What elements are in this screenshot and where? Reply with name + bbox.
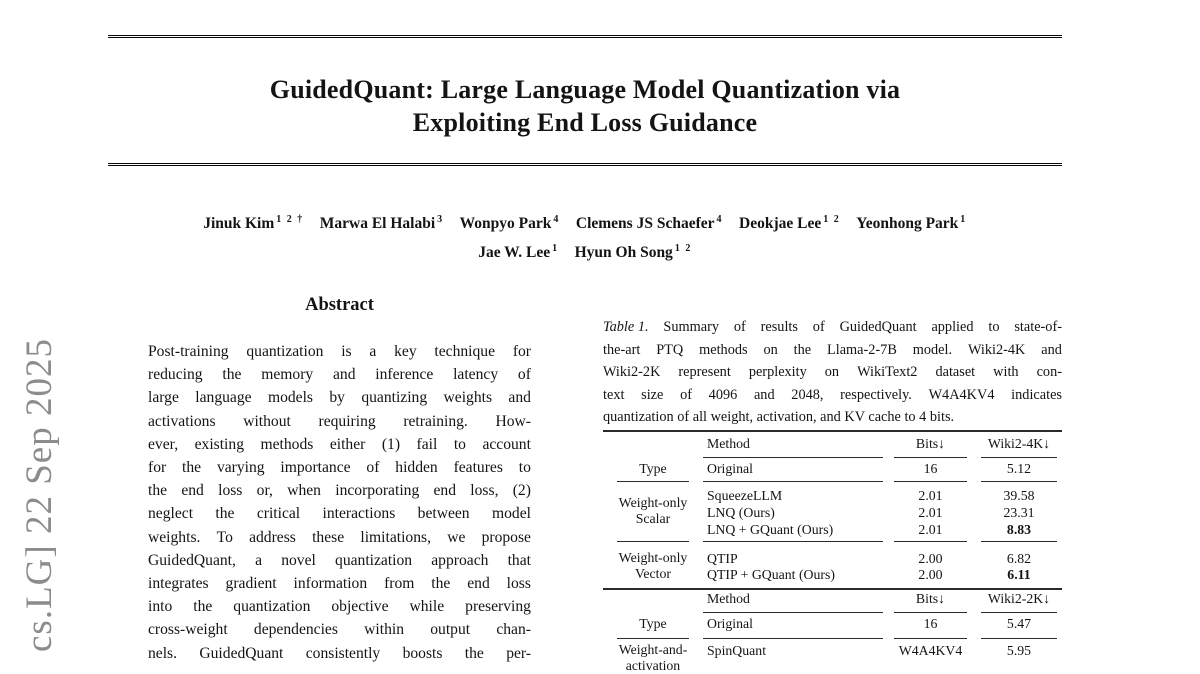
table-rule <box>703 457 883 458</box>
table-rule <box>894 481 967 482</box>
table-cell-value: 6.82 <box>1006 550 1032 566</box>
table-cell-bits: 16 <box>923 461 938 476</box>
table-cell-type: Weight-only <box>618 494 688 510</box>
table-cell-method: SpinQuant <box>707 642 767 658</box>
table-cell-bits: 2.01 <box>918 504 943 520</box>
table-rule <box>603 430 1062 432</box>
author-affiliation-superscript: 1 2 <box>674 242 692 254</box>
table-cell-value: 23.31 <box>1003 504 1035 520</box>
table-rule <box>703 541 883 542</box>
table-cell-type: Weight-only <box>618 549 688 565</box>
table-caption-line: Table 1. Summary of results of GuidedQuant applied to state-of- <box>603 316 1062 339</box>
table-cell-method: SqueezeLLM <box>707 487 783 503</box>
table-cell-bits: 2.01 <box>918 522 943 537</box>
table-cell-bits: W4A4KV4 <box>898 642 963 658</box>
table-header-metric: Wiki2-4K↓ <box>987 436 1051 451</box>
table-caption-line: text size of 4096 and 2048, respectively. W4A4KV4 indicates <box>603 386 1062 403</box>
table-cell-method: Original <box>707 615 753 631</box>
table-cell-value: 5.95 <box>1006 642 1032 658</box>
author-name: Jinuk Kim $^{1 2 \dagger}$ <box>203 214 304 233</box>
author-name: Hyun Oh Song $^{1 2}$ <box>574 242 692 261</box>
paper-title-line1: GuidedQuant: Large Language Model Quantization via <box>269 75 901 104</box>
paper-title <box>108 73 1062 139</box>
author-line-2 <box>88 237 1082 266</box>
table-cell-method: Original <box>707 461 753 476</box>
table-rule <box>703 481 883 482</box>
table-caption-label: Table 1. <box>603 319 649 335</box>
table-cell-bits: 2.00 <box>918 567 943 582</box>
abstract-line: for the varying importance of hidden features to <box>148 459 531 476</box>
table-cell-type: Scalar <box>635 510 671 526</box>
table-rule <box>981 612 1057 613</box>
table-rule <box>894 541 967 542</box>
author-name: Yeonhong Park $^1$ <box>856 214 967 233</box>
table-cell-value: 8.83 <box>1006 522 1032 537</box>
abstract-line: integrates gradient information from the end loss <box>148 575 531 592</box>
table-cell-method: LNQ (Ours) <box>707 504 775 520</box>
table-rule <box>617 541 689 542</box>
table-rule <box>894 612 967 613</box>
author-affiliation-superscript: 3 <box>437 214 444 225</box>
table-rule <box>617 638 689 639</box>
table-cell-type: Vector <box>634 565 671 581</box>
table-rule <box>617 481 689 482</box>
table-rule <box>703 638 883 639</box>
title-rule-bottom <box>108 163 1062 166</box>
abstract-line: neglect the critical interactions between model <box>148 505 531 523</box>
author-affiliation-superscript: 4 <box>716 214 724 225</box>
arxiv-watermark: cs.LG] 22 Sep 2025 <box>19 338 60 652</box>
author-affiliation-superscript: 1 <box>960 214 967 225</box>
table-rule <box>981 481 1057 482</box>
abstract-line: activations without requiring retraining. How- <box>148 412 531 430</box>
abstract-line: large language models by quantizing weights and <box>148 389 531 407</box>
table-cell-bits: 2.00 <box>918 550 943 566</box>
abstract-body <box>148 340 531 662</box>
author-name: Wonpyo Park $^4$ <box>459 214 560 233</box>
table-cell-type: Type <box>639 615 667 631</box>
table-cell-method: QTIP + GQuant (Ours) <box>707 567 835 582</box>
abstract-line: GuidedQuant, a novel quantization approach that <box>148 551 531 569</box>
table-cell-type: Type <box>639 461 667 476</box>
table-cell-type: Weight-and- <box>618 641 688 657</box>
abstract-line: weights. To address these limitations, we propose <box>148 528 531 546</box>
table-caption-line: Wiki2-2K represent perplexity on WikiText2 dataset with con- <box>603 364 1062 380</box>
abstract-line: Post-training quantization is a key technique for <box>148 343 531 360</box>
author-name: Jae W. Lee $^1$ <box>478 242 559 261</box>
author-name: Deokjae Lee $^{1 2}$ <box>739 214 841 233</box>
table-cell-method: QTIP <box>707 550 738 566</box>
author-affiliation-superscript: 1 2 <box>823 214 841 225</box>
abstract-line: the end loss or, when incorporating end loss, (2) <box>148 482 531 500</box>
table-cell-bits: 2.01 <box>918 487 943 503</box>
table-rule <box>981 541 1057 542</box>
abstract-heading: Abstract <box>305 295 374 315</box>
table-cell-value: 5.12 <box>1006 461 1032 476</box>
author-affiliation-superscript: 1 2 † <box>276 214 304 225</box>
table-cell-value: 39.58 <box>1003 487 1035 503</box>
abstract-line: cross-weight dependencies within output chan- <box>148 621 531 639</box>
abstract-line: reducing the memory and inference latency of <box>148 366 531 384</box>
table-rule <box>981 638 1057 639</box>
author-line-1 <box>88 208 1082 237</box>
table-rule <box>703 612 883 613</box>
abstract-line: into the quantization objective while preserving <box>148 598 531 616</box>
table-header-method: Method <box>707 436 750 451</box>
table-rule <box>981 457 1057 458</box>
author-name: Clemens JS Schaefer $^4$ <box>575 214 724 233</box>
abstract-line: ever, existing methods either (1) fail to account <box>148 435 531 453</box>
table-header-metric: Wiki2-2K↓ <box>987 591 1051 606</box>
table-header-bits: Bits↓ <box>915 436 946 451</box>
author-name: Marwa El Halabi $^3$ <box>319 214 444 233</box>
table-cell-method: LNQ + GQuant (Ours) <box>707 522 834 537</box>
table-rule <box>894 638 967 639</box>
author-affiliation-superscript: 4 <box>553 214 560 225</box>
table-header-bits: Bits↓ <box>915 591 946 606</box>
table-cell-type: activation <box>625 657 681 673</box>
table-caption-line: quantization of all weight, activation, and KV cache to 4 bits. <box>603 409 955 425</box>
table-rule <box>894 457 967 458</box>
results-table <box>603 430 1062 673</box>
table-cell-bits: 16 <box>923 615 938 631</box>
author-block <box>88 208 1082 265</box>
table-caption-line: the-art PTQ methods on the Llama-2-7B model. Wiki2-4K and <box>603 341 1062 358</box>
table-cell-value: 6.11 <box>1007 567 1031 582</box>
title-rule-top <box>108 35 1062 38</box>
abstract-line: nels. GuidedQuant consistently boosts the per- <box>148 644 531 662</box>
table-header-method: Method <box>707 591 750 606</box>
table-cell-value: 5.47 <box>1006 615 1032 631</box>
paper-title-line2: Exploiting End Loss Guidance <box>412 108 758 137</box>
author-affiliation-superscript: 1 <box>552 242 559 254</box>
